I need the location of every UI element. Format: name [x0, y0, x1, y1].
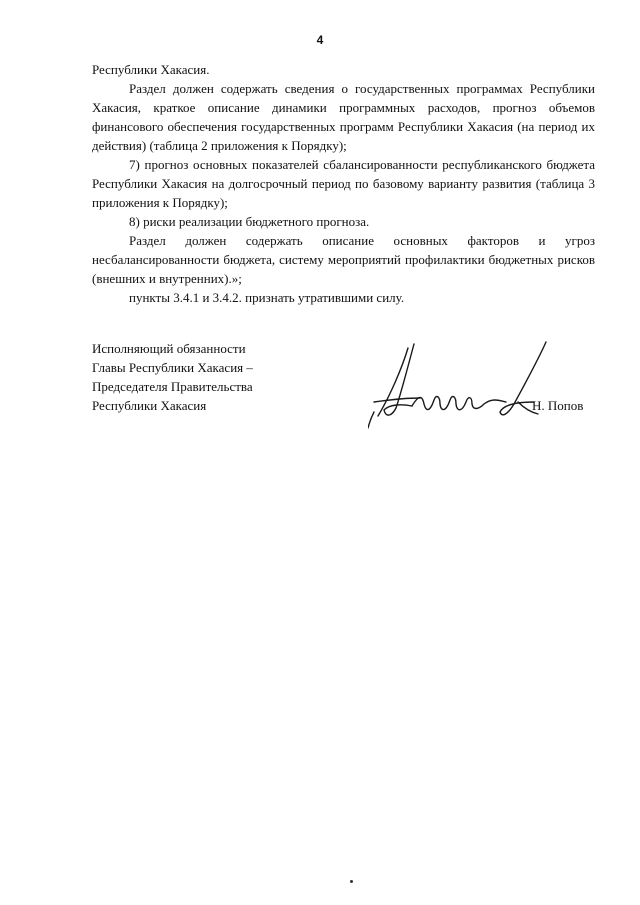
paragraph-repeal: пункты 3.4.1 и 3.4.2. признать утратившими силу. — [129, 290, 405, 305]
signatory-title-line: Республики Хакасия — [92, 398, 207, 413]
paragraph-item-8: 8) риски реализации бюджетного прогноза. — [129, 214, 370, 229]
signatory-name: Н. Попов — [532, 398, 584, 413]
signatory-title-line: Исполняющий обязанности — [92, 341, 246, 356]
handwritten-signature — [368, 338, 588, 430]
scan-dot — [350, 880, 353, 883]
page-number: 4 — [316, 33, 324, 47]
paragraph-section-content: Раздел должен содержать сведения о государственных программах Республики Хакасия, краткое описание динамики программных расходов, прогноз объемов финансового обеспечения государственных программ Республики Хакасия (на период их действия) (таблица 2 приложения к Порядку); — [92, 81, 595, 153]
signatory-title-line: Главы Республики Хакасия – — [92, 360, 253, 375]
paragraph-risks-content: Раздел должен содержать описание основных факторов и угроз несбалансированности бюджета, систему мероприятий профилактики бюджетных рисков (внешних и внутренних).»; — [92, 233, 595, 286]
paragraph-item-7: 7) прогноз основных показателей сбалансированности республиканского бюджета Республики Хакасия на долгосрочный период по базовому варианту развития (таблица 3 приложения к Порядку); — [92, 157, 595, 210]
document-body — [92, 60, 595, 307]
paragraph-continuation: Республики Хакасия. — [92, 62, 210, 77]
signatory-title-line: Председателя Правительства — [92, 379, 253, 394]
signatory-title — [92, 339, 312, 415]
